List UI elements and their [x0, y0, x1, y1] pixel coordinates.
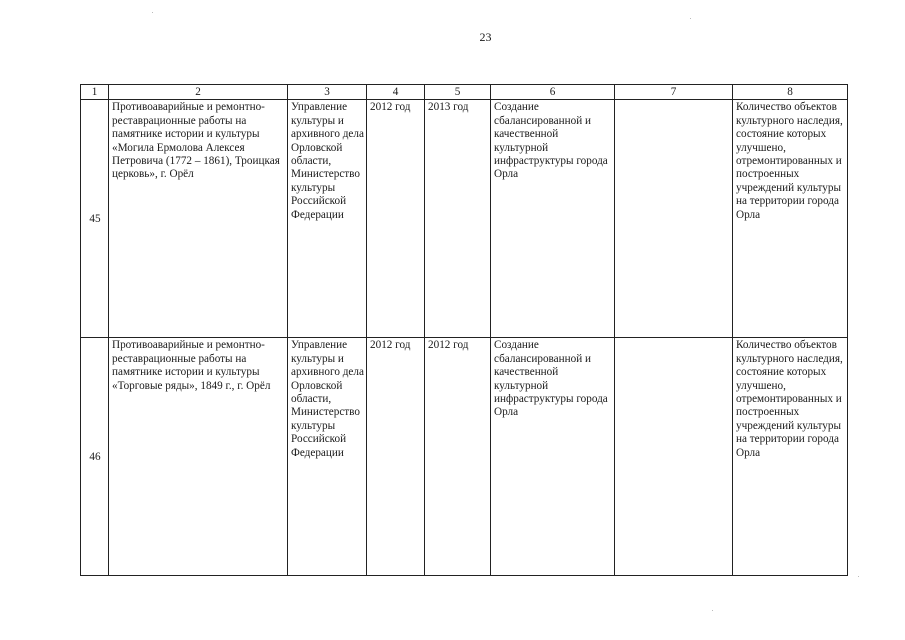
row-number-cell: 45 [81, 100, 109, 338]
header-col-6: 6 [491, 85, 615, 100]
executor-cell: Управление культуры и архивного дела Орловской области, Министерство культуры Российской Федерации [288, 338, 367, 576]
table-row [81, 338, 848, 576]
scan-speck [858, 576, 859, 577]
executor-cell: Управление культуры и архивного дела Орловской области, Министерство культуры Российской Федерации [288, 100, 367, 338]
header-col-5: 5 [425, 85, 491, 100]
end-year-cell: 2013 год [425, 100, 491, 338]
col7-cell [615, 100, 733, 338]
col7-cell [615, 338, 733, 576]
page-number: 23 [479, 30, 492, 44]
start-year-cell: 2012 год [367, 100, 425, 338]
header-col-3: 3 [288, 85, 367, 100]
header-col-8: 8 [733, 85, 848, 100]
work-name-cell: Противоаварийные и ремонтно-реставрационные работы на памятнике истории и культуры «Могила Ермолова Алексея Петровича (1772 – 1861), Троицкая церковь», г. Орёл [109, 100, 288, 338]
row-number-cell: 46 [81, 338, 109, 576]
table-row [81, 100, 848, 338]
scan-speck [712, 610, 713, 611]
indicator-cell: Количество объектов культурного наследия, состояние которых улучшено, отремонтированных и построенных учреждений культуры на территории города Орла [733, 100, 848, 338]
program-table [80, 84, 848, 576]
header-col-1: 1 [81, 85, 109, 100]
end-year-cell: 2012 год [425, 338, 491, 576]
scan-speck [152, 12, 153, 13]
table-header-row [81, 85, 848, 100]
work-name-cell: Противоаварийные и ремонтно-реставрационные работы на памятнике истории и культуры «Торговые ряды», 1849 г., г. Орёл [109, 338, 288, 576]
start-year-cell: 2012 год [367, 338, 425, 576]
header-col-7: 7 [615, 85, 733, 100]
goal-cell: Создание сбалансированной и качественной культурной инфраструктуры города Орла [491, 100, 615, 338]
header-col-2: 2 [109, 85, 288, 100]
indicator-cell: Количество объектов культурного наследия, состояние которых улучшено, отремонтированных и построенных учреждений культуры на территории города Орла [733, 338, 848, 576]
goal-cell: Создание сбалансированной и качественной культурной инфраструктуры города Орла [491, 338, 615, 576]
scan-speck [690, 18, 691, 19]
header-col-4: 4 [367, 85, 425, 100]
